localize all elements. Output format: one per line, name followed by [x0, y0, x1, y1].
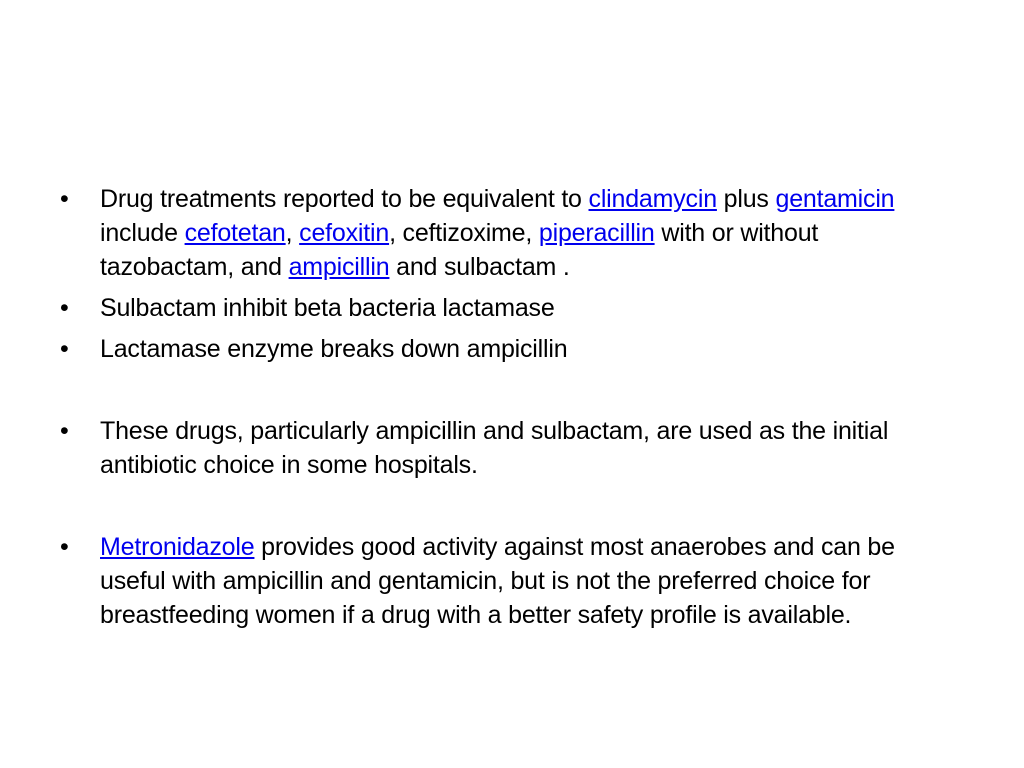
link-cefoxitin[interactable]: cefoxitin — [299, 219, 390, 247]
link-clindamycin[interactable]: clindamycin — [588, 185, 717, 213]
bullet-item-lactamase — [58, 332, 958, 366]
bullet-item-sulbactam — [58, 291, 958, 325]
bullet-text: These drugs, particularly ampicillin and sulbactam, are used as the initial antibiotic choice in some hospitals. — [100, 417, 889, 479]
link-piperacillin[interactable]: piperacillin — [538, 219, 655, 247]
bullet-text: Drug treatments reported to be equivalent to — [100, 185, 589, 213]
bullet-text: and sulbactam . — [389, 253, 570, 281]
bullet-text: , — [285, 219, 300, 247]
bullet-text: with or without tazobactam, and — [100, 219, 819, 281]
bullet-item-drug-treatments — [58, 182, 958, 284]
bullet-dot: • — [60, 335, 69, 363]
bullet-list — [58, 182, 958, 632]
bullet-text: provides good activity against most anaerobes and can be useful with ampicillin and gentamicin, but is not the preferred choice for breastfeeding women if a drug with a better safety profile is available. — [100, 533, 895, 629]
bullet-dot: • — [60, 185, 69, 213]
bullet-dot: • — [60, 294, 69, 322]
link-cefotetan[interactable]: cefotetan — [184, 219, 286, 247]
bullet-text: , ceftizoxime, — [389, 219, 539, 247]
bullet-item-metronidazole — [58, 530, 958, 632]
bullet-text: Sulbactam inhibit beta bacteria lactamase — [100, 294, 555, 322]
link-gentamicin[interactable]: gentamicin — [775, 185, 895, 213]
bullet-dot: • — [60, 533, 69, 561]
bullet-dot: • — [60, 417, 69, 445]
bullet-text: plus — [716, 185, 776, 213]
bullet-item-initial-choice — [58, 414, 958, 482]
bullet-text: include — [100, 219, 185, 247]
bullet-text: Lactamase enzyme breaks down ampicillin — [100, 335, 568, 363]
link-metronidazole[interactable]: Metronidazole — [100, 533, 255, 561]
link-ampicillin[interactable]: ampicillin — [288, 253, 390, 281]
